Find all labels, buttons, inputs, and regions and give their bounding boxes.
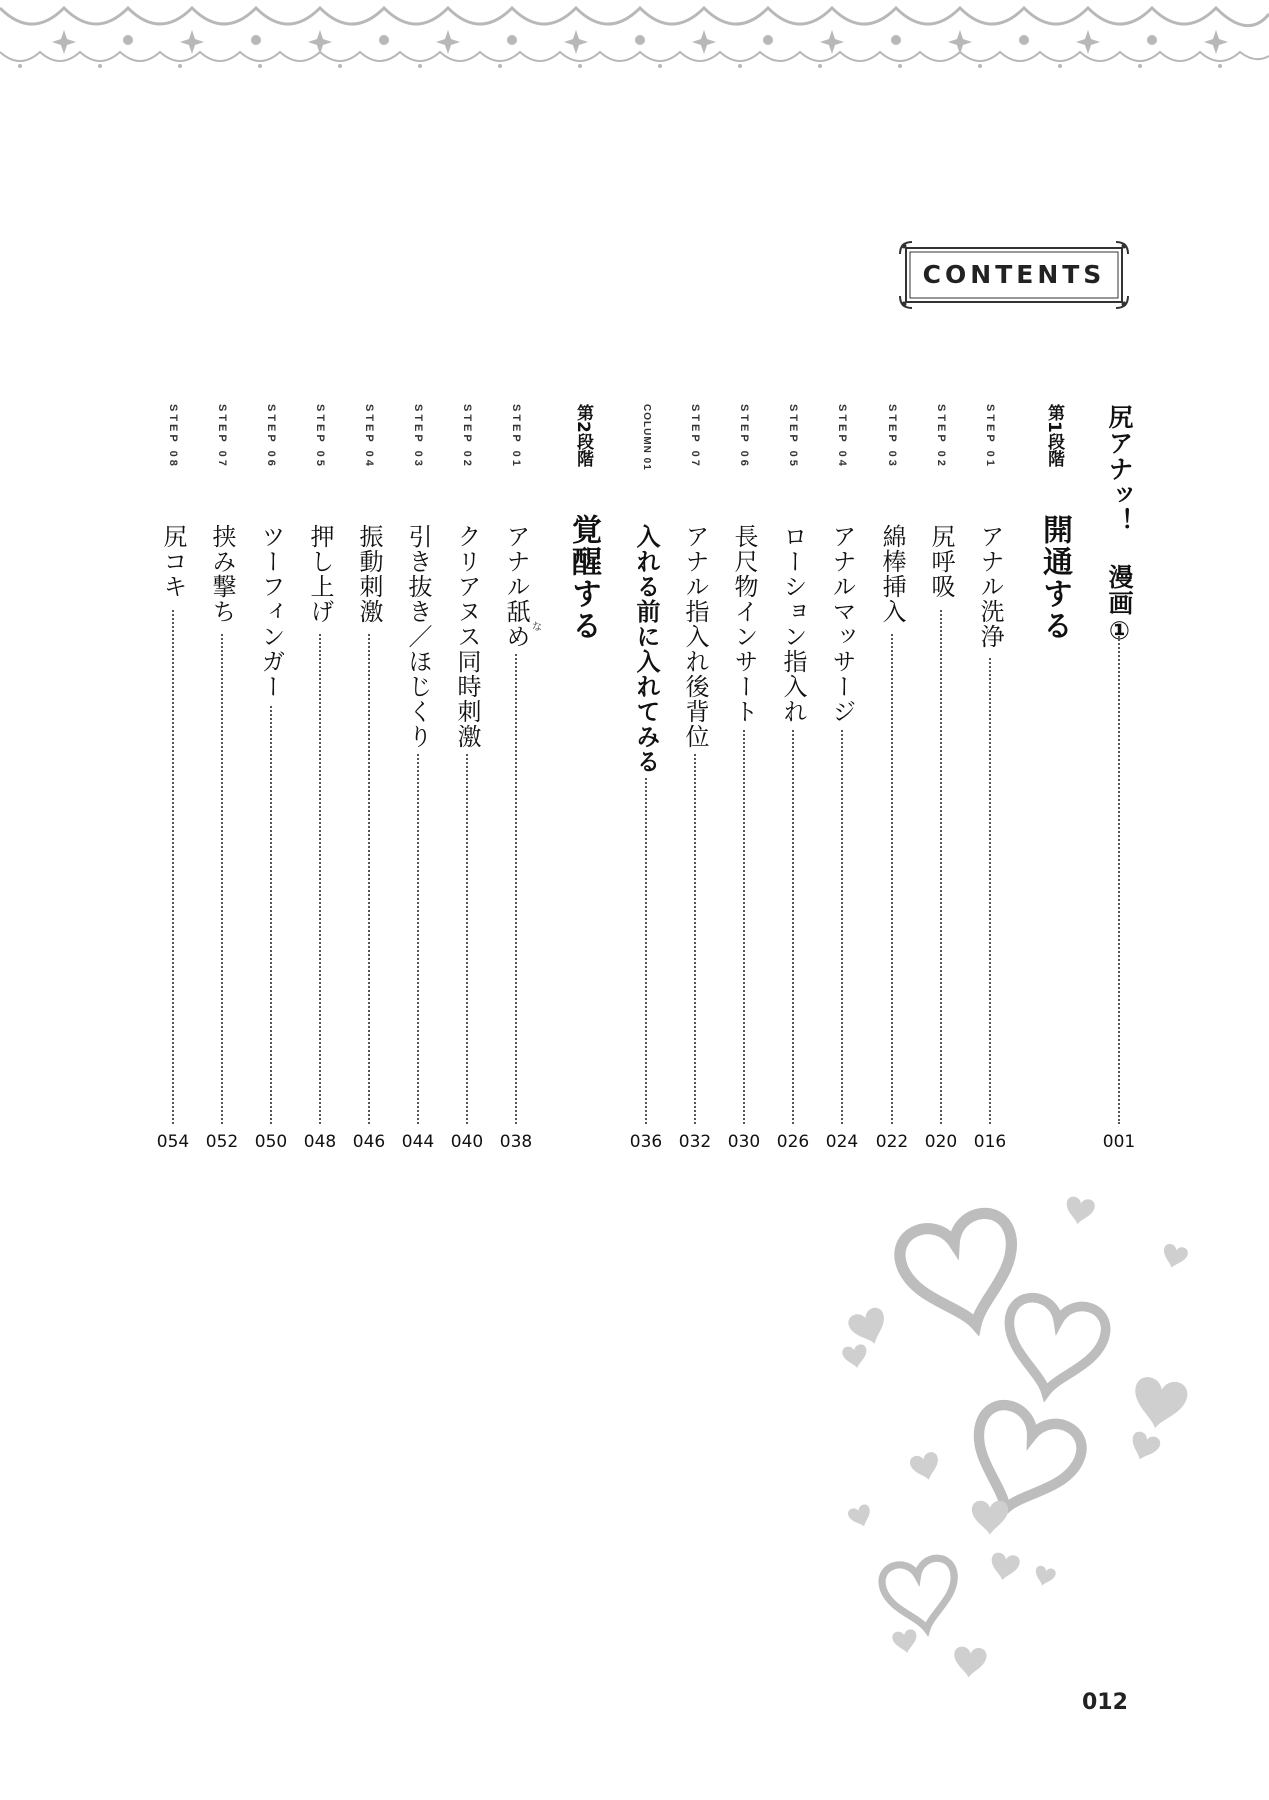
toc-column-entry[interactable]: [626, 404, 666, 1152]
leader-dots: [989, 658, 991, 1124]
toc-entry[interactable]: [724, 404, 764, 1152]
page-number: 050: [254, 1132, 288, 1152]
step-label: STEP 04: [836, 404, 848, 469]
entry-title: 引き抜き／ほじくり: [404, 524, 432, 749]
step-label: STEP 03: [412, 404, 424, 469]
leader-dots: [221, 634, 223, 1124]
entry-title: クリアヌス同時刺激: [453, 524, 481, 749]
leader-dots: [417, 754, 419, 1124]
toc-entry[interactable]: [300, 404, 340, 1152]
ruby-annotation: な: [532, 622, 542, 633]
toc-stage1-header: [1034, 404, 1074, 1144]
stage-title: 開通する: [1037, 514, 1072, 642]
step-label: STEP 06: [265, 404, 277, 469]
page-number: 044: [401, 1132, 435, 1152]
contents-title: CONTENTS: [922, 260, 1106, 289]
toc-entry[interactable]: [822, 404, 862, 1152]
toc-entry[interactable]: [970, 404, 1010, 1152]
page-folio: 012: [1082, 1690, 1128, 1715]
toc-entry[interactable]: [349, 404, 389, 1152]
leader-dots: [172, 610, 174, 1124]
toc-entry[interactable]: [773, 404, 813, 1152]
entry-title: 尻コキ: [159, 524, 187, 599]
leader-dots: [270, 706, 272, 1124]
toc-entry[interactable]: [675, 404, 715, 1152]
stage-label: 第1段階: [1044, 404, 1064, 467]
entry-title: 押し上げ: [306, 524, 334, 624]
leader-dots: [891, 634, 893, 1124]
entry-title: ローション指入れ: [779, 524, 807, 724]
entry-title: アナル舐め: [502, 524, 530, 649]
column-label: COLUMN 01: [641, 404, 652, 471]
toc-stage2-header: [563, 404, 603, 1144]
page-number: 024: [825, 1132, 859, 1152]
page-number: 001: [1102, 1132, 1136, 1152]
page-number: 030: [727, 1132, 761, 1152]
leader-dots: [319, 634, 321, 1124]
toc-entry[interactable]: [872, 404, 912, 1152]
toc-manga-entry[interactable]: [1099, 404, 1139, 1152]
step-label: STEP 08: [167, 404, 179, 469]
leader-dots: [645, 778, 647, 1124]
step-label: STEP 05: [787, 404, 799, 469]
toc-entry[interactable]: [398, 404, 438, 1152]
entry-title: アナル指入れ後背位: [681, 524, 709, 749]
step-label: STEP 03: [886, 404, 898, 469]
toc-entry[interactable]: [447, 404, 487, 1152]
entry-title: 尻呼吸: [927, 524, 955, 599]
page-number: 022: [875, 1132, 909, 1152]
leader-dots: [694, 754, 696, 1124]
manga-title: 尻アナッ！ 漫画①: [1105, 404, 1134, 646]
page-number: 026: [776, 1132, 810, 1152]
leader-dots: [368, 634, 370, 1124]
toc-entry[interactable]: [202, 404, 242, 1152]
stage-title: 覚醒する: [566, 514, 601, 642]
page-number: 046: [352, 1132, 386, 1152]
lace-border-ornament: [0, 0, 1269, 80]
step-label: STEP 04: [363, 404, 375, 469]
entry-title: 綿棒挿入: [878, 524, 906, 624]
leader-dots: [792, 730, 794, 1124]
step-label: STEP 01: [510, 404, 522, 469]
leader-dots: [515, 654, 517, 1124]
page-number: 040: [450, 1132, 484, 1152]
leader-dots: [1118, 636, 1120, 1124]
page-number: 048: [303, 1132, 337, 1152]
entry-title: 振動刺激: [355, 524, 383, 624]
step-label: STEP 05: [314, 404, 326, 469]
step-label: STEP 06: [738, 404, 750, 469]
toc-entry[interactable]: [496, 404, 542, 1152]
step-label: STEP 07: [689, 404, 701, 469]
entry-title: 挟み撃ち: [208, 524, 236, 624]
entry-title: ツーフィンガー: [257, 524, 285, 699]
entry-title: 入れる前に入れてみる: [632, 524, 660, 774]
page-number: 016: [973, 1132, 1007, 1152]
page-number: 052: [205, 1132, 239, 1152]
leader-dots: [466, 754, 468, 1124]
step-label: STEP 01: [984, 404, 996, 469]
leader-dots: [940, 610, 942, 1124]
step-label: STEP 02: [461, 404, 473, 469]
step-label: STEP 02: [935, 404, 947, 469]
page-number: 020: [924, 1132, 958, 1152]
toc-entry[interactable]: [251, 404, 291, 1152]
toc-entry[interactable]: [921, 404, 961, 1152]
entry-title: 長尺物インサート: [730, 524, 758, 724]
stage-label: 第2段階: [573, 404, 593, 467]
hearts-decoration-icon: [830, 1195, 1210, 1685]
page-number: 054: [156, 1132, 190, 1152]
entry-title: アナルマッサージ: [828, 524, 856, 724]
page-number: 038: [499, 1132, 533, 1152]
page-number: 036: [629, 1132, 663, 1152]
leader-dots: [841, 730, 843, 1124]
step-label: STEP 07: [216, 404, 228, 469]
leader-dots: [743, 730, 745, 1124]
toc-entry[interactable]: [153, 404, 193, 1152]
page-number: 032: [678, 1132, 712, 1152]
entry-title: アナル洗浄: [976, 524, 1004, 649]
